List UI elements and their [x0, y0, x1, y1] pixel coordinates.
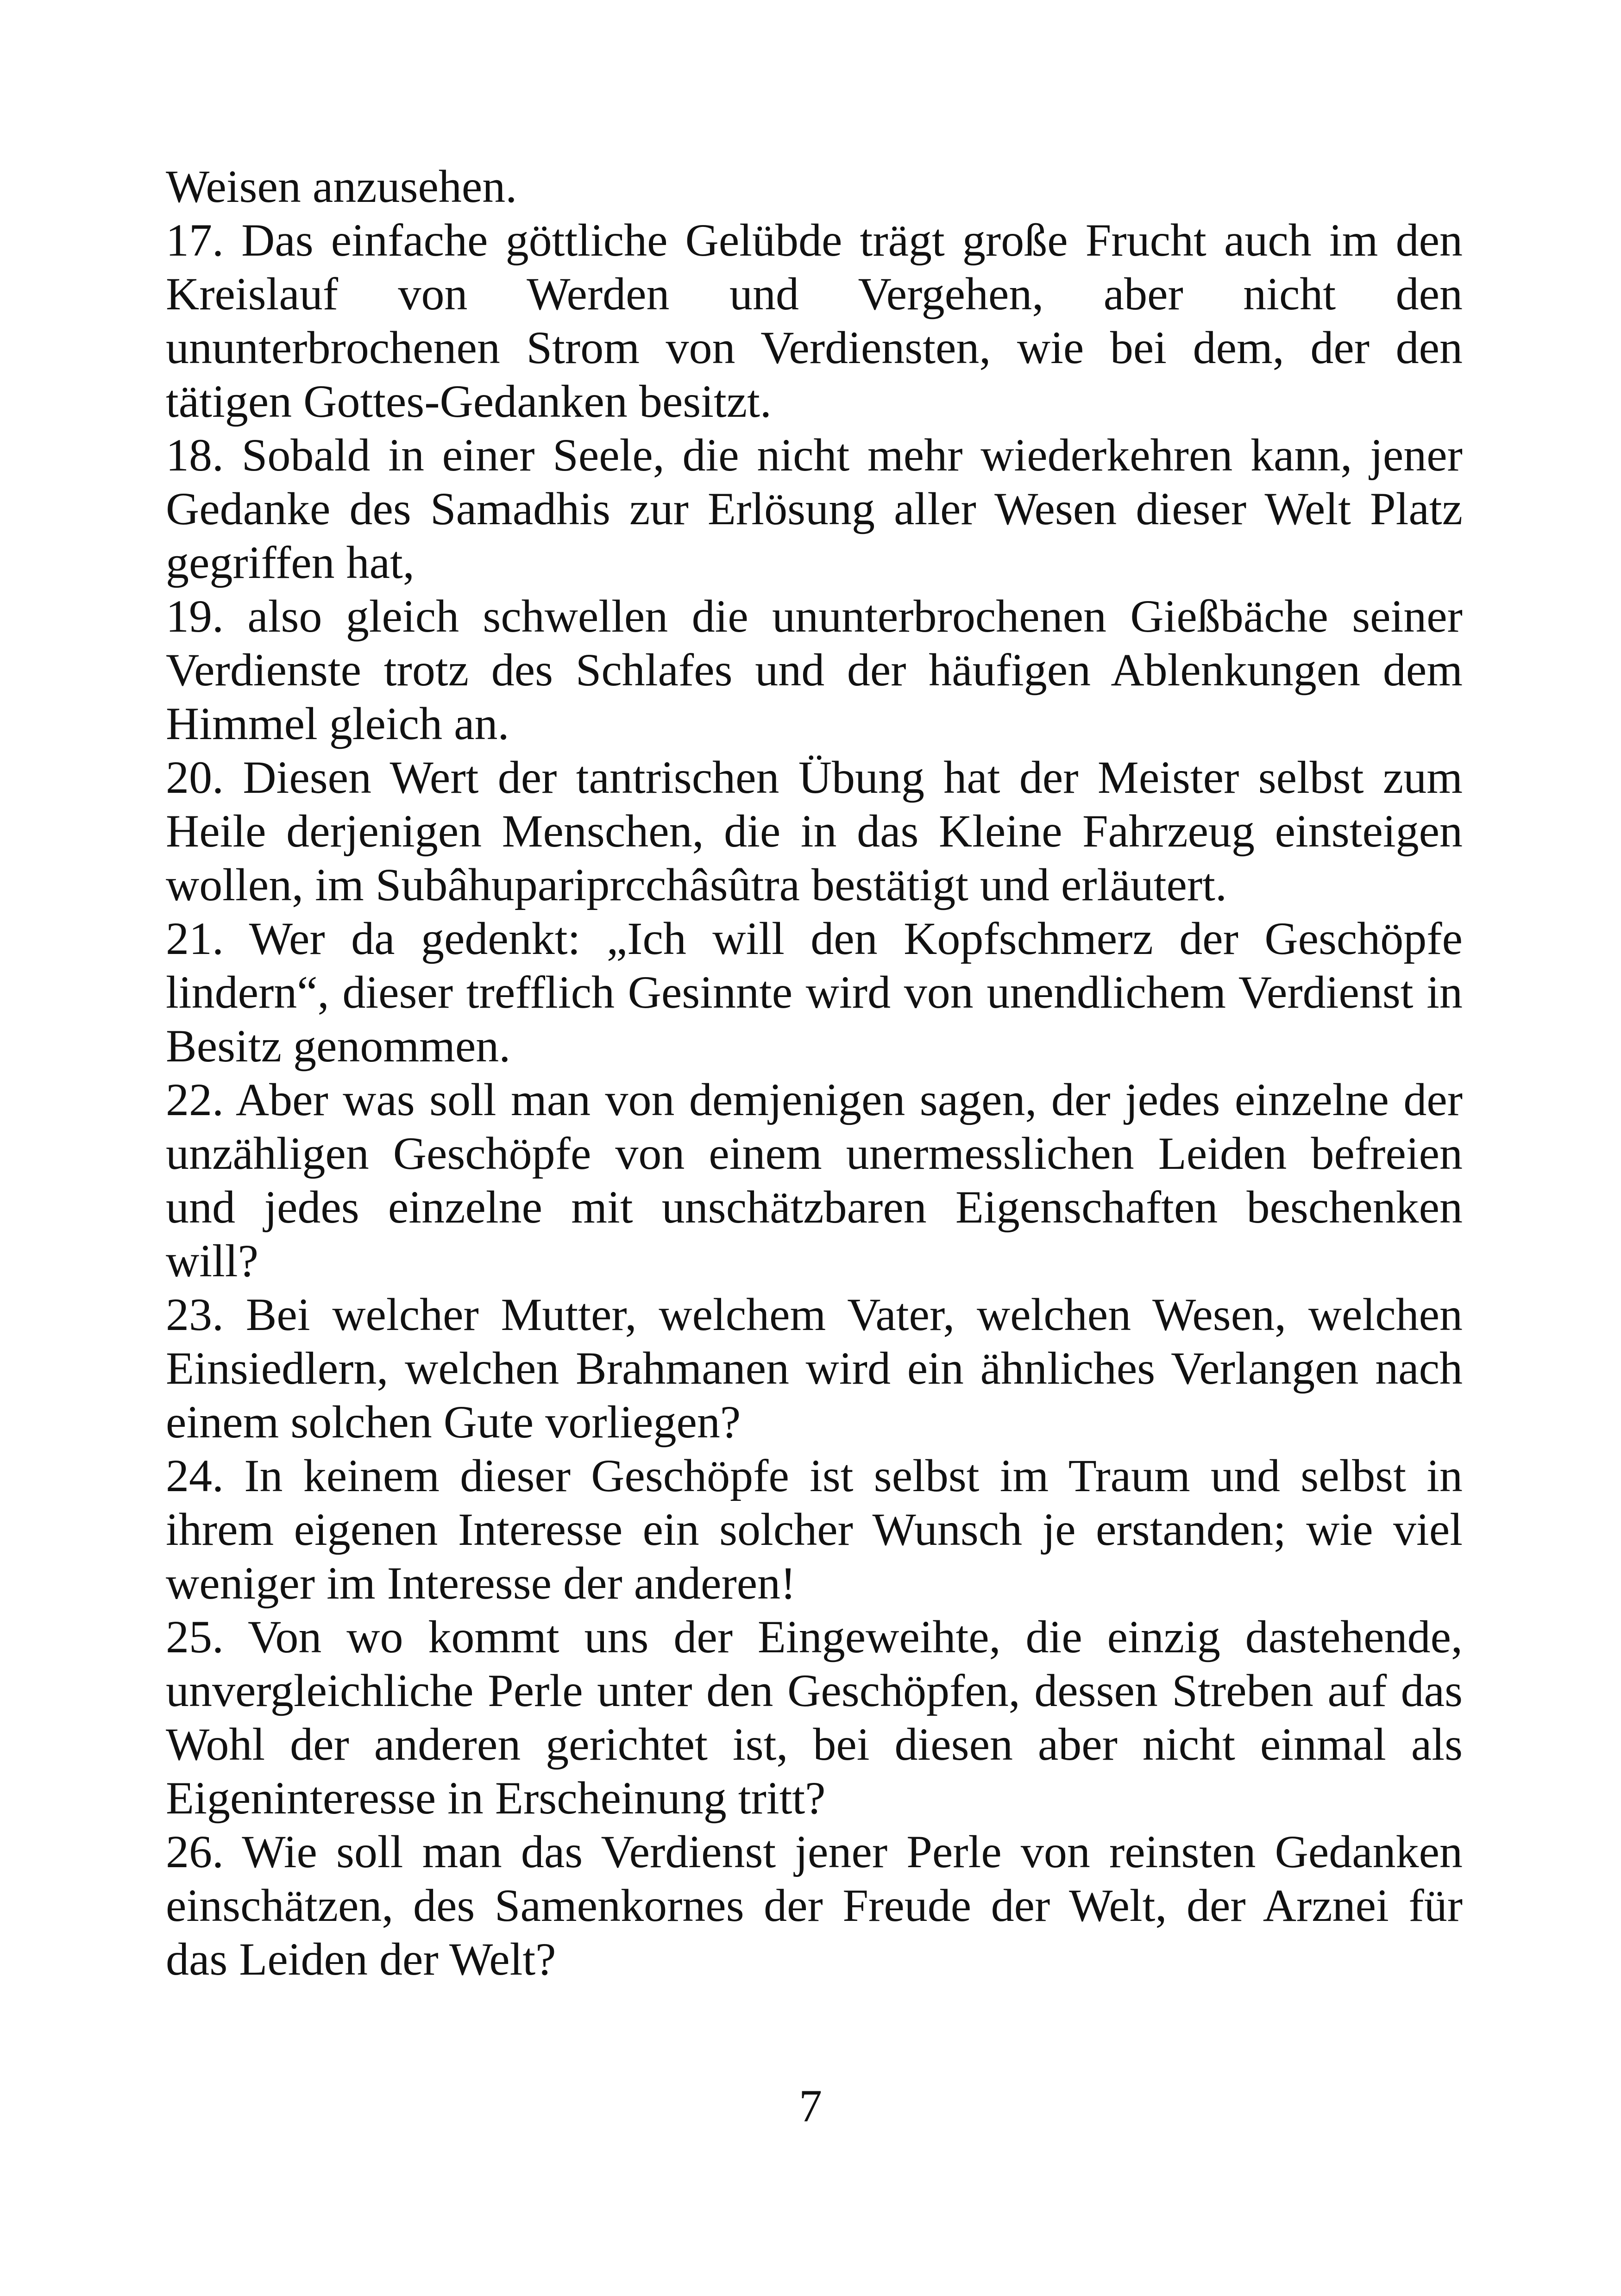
verse-18: 18. Sobald in einer Seele, die nicht mehr wiederkehren kann, jener Gedanke des Samadhis zur Erlösung aller Wesen dieser Welt Platz gegriffen hat, [166, 429, 1463, 588]
verse-26: 26. Wie soll man das Verdienst jener Perle von reinsten Gedanken einschätzen, des Samenkornes der Freude der Welt, der Arznei für das Leiden der Welt? [166, 1826, 1463, 1985]
verse-22: 22. Aber was soll man von demjenigen sagen, der jedes einzelne der unzähligen Geschöpfe von einem unermesslichen Leiden befreien und jedes einzelne mit unschätzbaren Eigenschaften beschenken will? [166, 1074, 1463, 1286]
verse-25: 25. Von wo kommt uns der Eingeweihte, die einzig dastehende, unvergleichliche Perle unter den Geschöpfen, dessen Streben auf das Wohl der anderen gerichtet ist, bei diesen aber nicht einmal als Eigeninteresse in Erscheinung tritt? [166, 1611, 1463, 1824]
verse-21: 21. Wer da gedenkt: „Ich will den Kopfschmerz der Geschöpfe lindern“, dieser trefflich Gesinnte wird von unendlichem Verdienst in Besitz genommen. [166, 913, 1463, 1072]
verse-24: 24. In keinem dieser Geschöpfe ist selbst im Traum und selbst in ihrem eigenen Interesse ein solcher Wunsch je erstanden; wie viel weniger im Interesse der anderen! [166, 1450, 1463, 1609]
verse-19: 19. also gleich schwellen die ununterbrochenen Gießbäche seiner Verdienste trotz des Schlafes und der häufigen Ablenkungen dem Himmel gleich an. [166, 590, 1463, 749]
body-text [166, 160, 1463, 1986]
verse-17: 17. Das einfache göttliche Gelübde trägt große Frucht auch im den Kreislauf von Werden und Vergehen, aber nicht den ununterbrochenen Strom von Verdiensten, wie bei dem, der den tätigen Gottes-Gedanken besitzt. [166, 214, 1463, 427]
paragraph-continuation: Weisen anzusehen. [166, 161, 517, 212]
page-number: 7 [799, 2080, 822, 2132]
verse-20: 20. Diesen Wert der tantrischen Übung hat der Meister selbst zum Heile derjenigen Menschen, die in das Kleine Fahrzeug einsteigen wollen, im Subâhupariprcchâsûtra bestätigt und erläutert. [166, 752, 1463, 910]
verse-23: 23. Bei welcher Mutter, welchem Vater, welchen Wesen, welchen Einsiedlern, welchen Brahmanen wird ein ähnliches Verlangen nach einem solchen Gute vorliegen? [166, 1289, 1463, 1448]
